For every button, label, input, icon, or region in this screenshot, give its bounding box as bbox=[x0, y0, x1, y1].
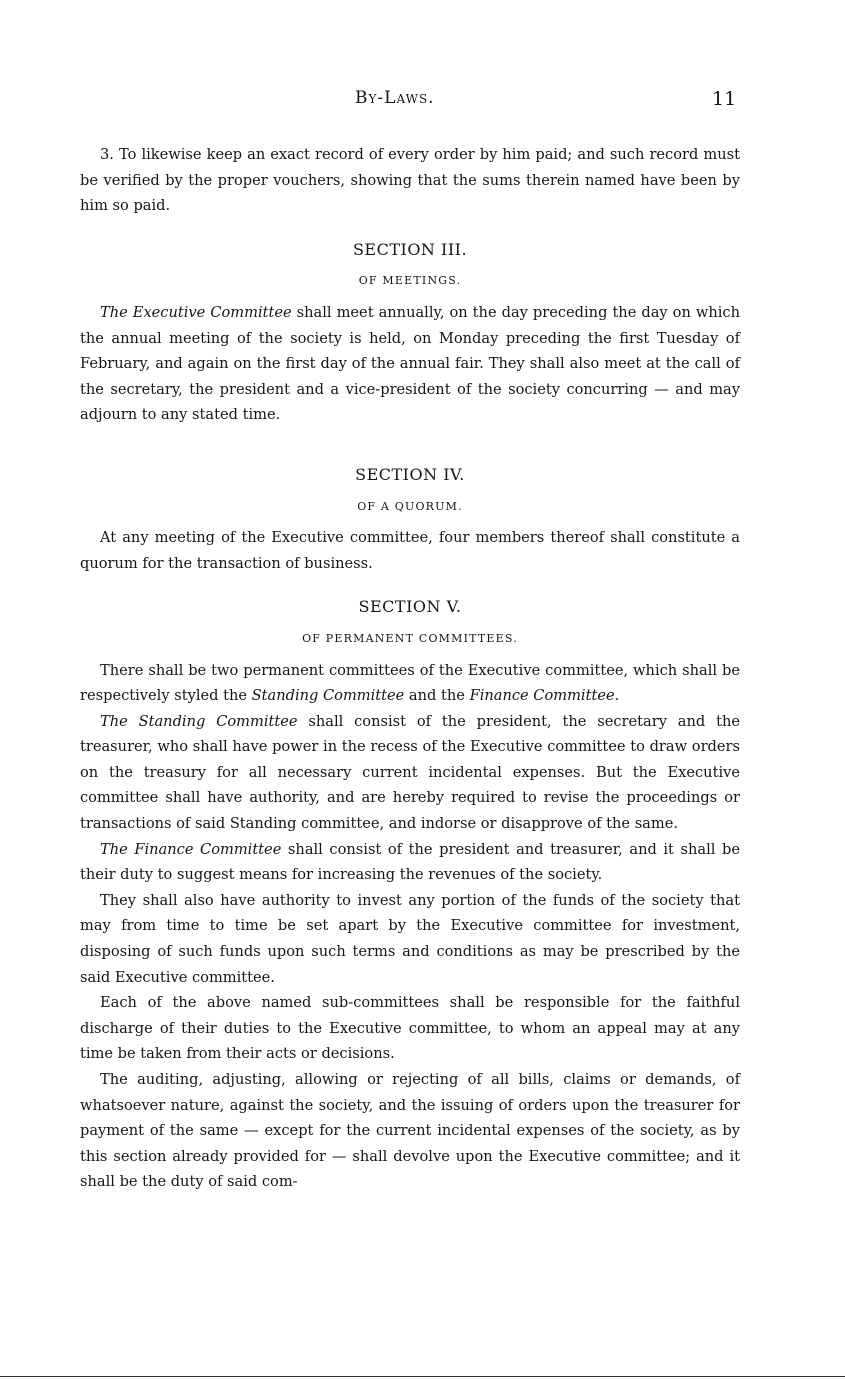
running-title: By-Laws. bbox=[355, 88, 435, 108]
meetings-text: shall meet annually, on the day preceding the day on which the annual meeting of the society is held, on Monday preceding the first Tuesday of February, and again on the first day of the annual fair. They shall also meet at the call of the secretary, the president and a vice-president of the society concurring — and may adjourn to any stated time. bbox=[80, 303, 740, 424]
emphasis-finance-committee-lead: The Finance Committee bbox=[100, 840, 282, 858]
finance-committee-text: shall consist of the president and treasurer, and it shall be their duty to suggest means for increasing the revenues of the society. bbox=[80, 840, 740, 884]
auditing-paragraph: The auditing, adjusting, allowing or rejecting of all bills, claims or demands, of whatsoever nature, against the society, and the issuing of orders upon the treasurer for payment of the same — except for the current incidental expenses of the society, as by this section already provided for — shall devolve upon the Executive committee; and it shall be the duty of said com- bbox=[80, 1071, 740, 1191]
emphasis-executive-committee: The Executive Committee bbox=[100, 303, 292, 321]
page-number: 11 bbox=[712, 88, 737, 110]
responsibility-paragraph: Each of the above named sub-committees shall be responsible for the faithful discharge of their duties to the Executive committee, to whom an appeal may at any time be taken from their acts or decisions. bbox=[80, 994, 740, 1063]
meetings-paragraph bbox=[80, 300, 740, 428]
investment-paragraph: They shall also have authority to invest any portion of the funds of the society that may from time to time be set apart by the Executive committee for investment, disposing of such funds upon such terms and conditions as may be prescribed by the said Executive committee. bbox=[80, 891, 740, 986]
standing-committee-text: shall consist of the president, the secretary and the treasurer, who shall have power in the recess of the Executive committee to draw orders on the treasury for all necessary current incidental expenses. But the Executive committee shall have authority, and are hereby required to revise the proceedings or transactions of said Standing committee, and indorse or disapprove of the same. bbox=[80, 712, 740, 833]
running-header bbox=[0, 88, 845, 114]
quorum-paragraph: At any meeting of the Executive committee, four members thereof shall constitute a quorum for the transaction of business. bbox=[80, 529, 740, 572]
emphasis-standing-committee-lead: The Standing Committee bbox=[100, 712, 298, 730]
body-text bbox=[80, 142, 740, 1195]
section-5-subheading: OF PERMANENT COMMITTEES. bbox=[302, 631, 518, 645]
section-3-heading: SECTION III. bbox=[352, 239, 468, 259]
section-5-heading: SECTION V. bbox=[358, 597, 462, 617]
item-3-paragraph: 3. To likewise keep an exact record of every order by him paid; and such record must be verified by the proper vouchers, showing that the sums therein named have been by him so paid. bbox=[80, 146, 740, 215]
permanent-committees-text-a: There shall be two permanent committees of the Executive committee, which shall be respectively styled the bbox=[80, 661, 740, 705]
section-4-heading: SECTION IV. bbox=[355, 464, 465, 484]
permanent-committees-text-b: and the bbox=[404, 687, 470, 705]
section-3-subheading: OF MEETINGS. bbox=[358, 274, 462, 288]
emphasis-finance-committee: Finance Committee. bbox=[469, 687, 620, 705]
emphasis-standing-committee: Standing Committee bbox=[251, 687, 405, 705]
bottom-rule bbox=[0, 1376, 845, 1377]
permanent-committees-paragraph bbox=[80, 658, 740, 709]
section-4-subheading: OF A QUORUM. bbox=[357, 499, 463, 513]
standing-committee-paragraph bbox=[80, 709, 740, 837]
finance-committee-paragraph bbox=[80, 837, 740, 888]
